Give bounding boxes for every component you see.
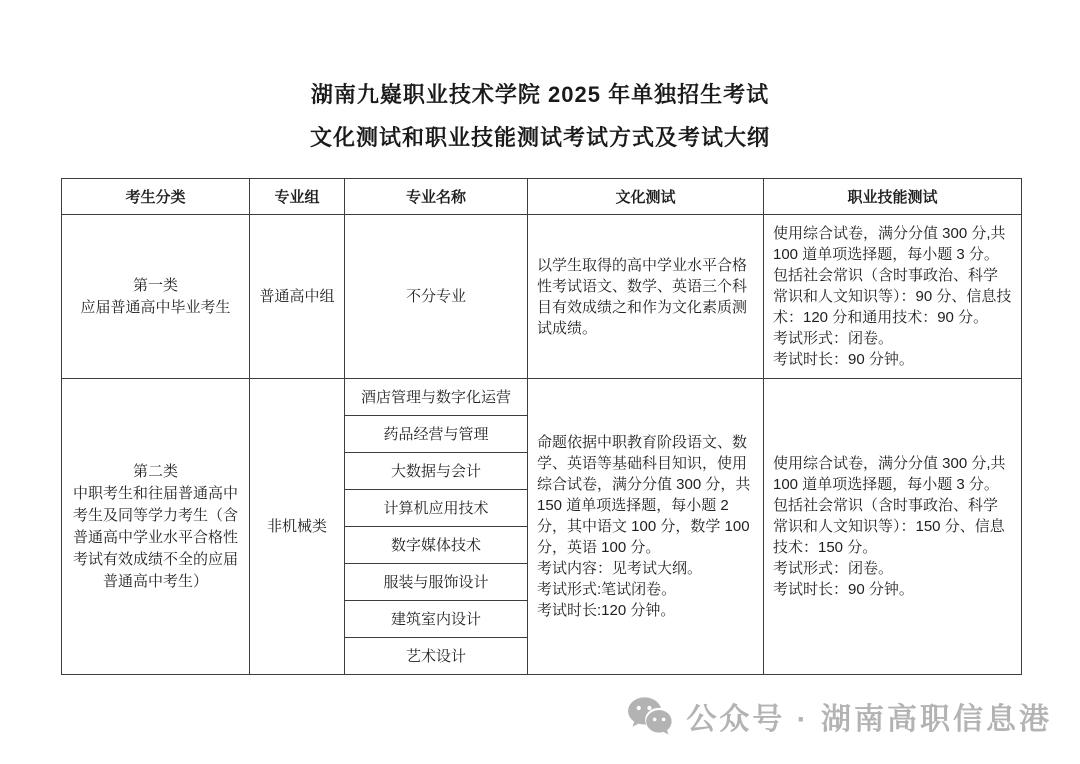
category2-culture-main: 命题依据中职教育阶段语文、数学、英语等基础科目知识，使用综合试卷，满分分值 300 分，共 150 道单项选择题，每小题 2 分，其中语文 100 分，数学 100 分，英语 100 分。 — [537, 434, 751, 556]
category2-group: 非机械类 — [250, 379, 345, 675]
category1-skill-form: 考试形式：闭卷。 — [773, 330, 894, 347]
watermark-text: 公众号 · 湖南高职信息港 — [686, 703, 1052, 736]
category1-group: 普通高中组 — [250, 215, 345, 379]
major-cell-7: 建筑室内设计 — [345, 601, 528, 638]
category1-major: 不分专业 — [345, 215, 528, 379]
major-cell-6: 服装与服饰设计 — [345, 564, 528, 601]
category2-desc: 中职考生和往届普通高中考生及同等学力考生（含普通高中学业水平合格性考试有效成绩不全的应届普通高中考生） — [72, 484, 238, 590]
table-row-category2-major1 — [62, 379, 1022, 416]
major-cell-1: 酒店管理与数字化运营 — [345, 379, 528, 416]
table-row-category1 — [62, 215, 1022, 379]
title-line-2: 文化测试和职业技能测试考试方式及考试大纲 — [309, 125, 770, 150]
major-cell-4: 计算机应用技术 — [345, 490, 528, 527]
category1-skill-main: 使用综合试卷，满分分值 300 分,共 100 道单项选择题，每小题 3 分。包括社会常识（含时事政治、科学常识和人文知识等）：90 分、信息技术：120 分和通用技术：90 分。 — [773, 225, 1012, 326]
category1-skill-test — [764, 215, 1022, 379]
header-major-name: 专业名称 — [345, 179, 528, 215]
major-cell-5: 数字媒体技术 — [345, 527, 528, 564]
category2-title: 第二类 — [132, 462, 178, 480]
major-cell-8: 艺术设计 — [345, 638, 528, 675]
header-candidate-category: 考生分类 — [62, 179, 250, 215]
category2-culture-duration: 考试时长:120 分钟。 — [537, 602, 676, 619]
category2-skill-duration: 考试时长：90 分钟。 — [773, 581, 914, 598]
header-culture-test: 文化测试 — [528, 179, 764, 215]
category2-culture-form: 考试形式:笔试闭卷。 — [537, 581, 677, 598]
category2-culture-content: 考试内容：见考试大纲。 — [537, 560, 703, 577]
watermark — [627, 694, 1052, 738]
header-major-group: 专业组 — [250, 179, 345, 215]
header-skill-test: 职业技能测试 — [764, 179, 1022, 215]
category2-skill-form: 考试形式：闭卷。 — [773, 560, 894, 577]
category1-skill-duration: 考试时长：90 分钟。 — [773, 351, 914, 368]
major-cell-2: 药品经营与管理 — [345, 416, 528, 453]
table-header-row — [62, 179, 1022, 215]
major-cell-3: 大数据与会计 — [345, 453, 528, 490]
category2-culture-test — [528, 379, 764, 675]
page-title — [0, 84, 1080, 149]
category2-skill-main: 使用综合试卷，满分分值 300 分,共 100 道单项选择题，每小题 3 分。包括社会常识（含时事政治、科学常识和人文知识等）：150 分、信息技术：150 分。 — [773, 455, 1006, 556]
category1-title: 第一类 — [132, 276, 178, 294]
title-line-1: 湖南九嶷职业技术学院 2025 年单独招生考试 — [310, 82, 770, 107]
category1-culture-main: 以学生取得的高中学业水平合格性考试语文、数学、英语三个科目有效成绩之和作为文化素质测试成绩。 — [537, 256, 748, 337]
category1-cell — [62, 215, 250, 379]
category2-skill-test — [764, 379, 1022, 675]
category1-culture-test — [528, 215, 764, 379]
category1-desc: 应届普通高中毕业考生 — [80, 298, 231, 316]
category2-cell — [62, 379, 250, 675]
exam-table — [61, 178, 1022, 675]
wechat-icon — [627, 696, 673, 736]
